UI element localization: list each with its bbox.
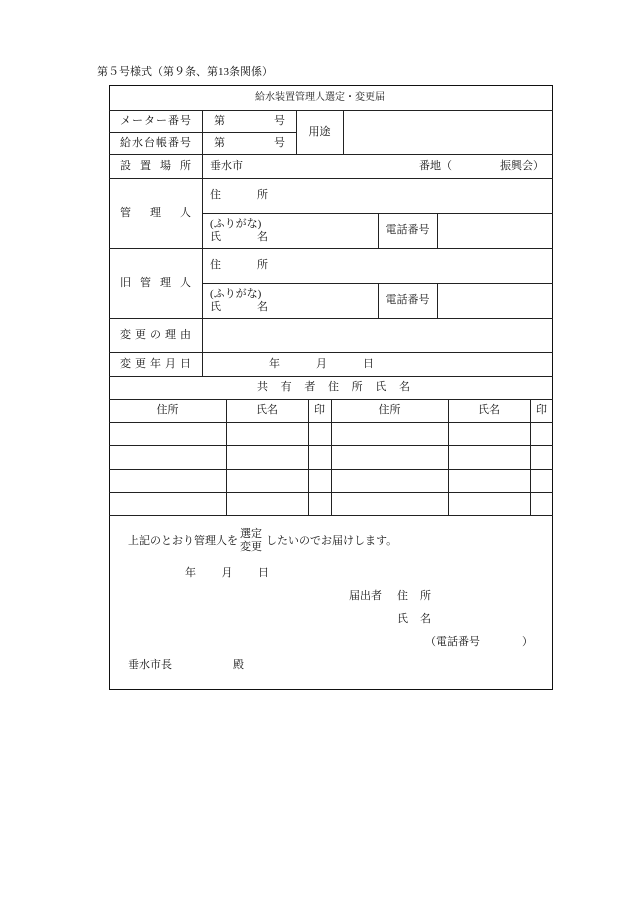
applicant-phone-close: ） (522, 636, 533, 648)
change-reason-field (203, 319, 553, 352)
meter-number-value: 第 号 (214, 114, 285, 127)
manager-label-cell (120, 178, 191, 248)
manager-address-label: 住 所 (210, 189, 268, 201)
previous-manager-name-label: 氏 名 (210, 300, 268, 313)
location-label-cell (120, 154, 191, 178)
meter-number-label-cell (120, 110, 191, 132)
declaration-options (240, 528, 262, 554)
location-district: 振興会） (500, 159, 544, 172)
co-owner-row (109, 470, 553, 492)
change-date-value: 年 月 日 (269, 357, 374, 370)
declaration-text-before: 上記のとおり管理人を (128, 535, 238, 547)
declaration-date: 年 月 日 (185, 567, 269, 579)
manager-name-label: 氏 名 (210, 230, 268, 243)
ledger-number-cell (214, 132, 285, 154)
co-owner-row (109, 423, 553, 445)
co-owner-address-header: 住所 (378, 404, 401, 416)
meter-number-cell (214, 110, 285, 132)
applicant-phone-label: （電話番号 (425, 636, 480, 648)
change-reason-label: 変 更 の 理 由 (120, 328, 191, 341)
manager-phone-field (438, 214, 553, 248)
declaration-option-change: 変更 (240, 541, 262, 553)
change-reason-label-cell (120, 318, 191, 352)
change-date-label: 変 更 年 月 日 (120, 357, 191, 370)
previous-manager-address-label-cell (210, 248, 268, 283)
meter-number-label: メーター番号 (120, 114, 191, 127)
location-banchi: 番地（ (419, 159, 452, 172)
usage-field (344, 111, 553, 154)
addressee-honorific: 殿 (233, 659, 244, 671)
form-number: 第５号様式（第９条、第13条関係） (97, 66, 273, 78)
co-owner-address-header: 住所 (156, 404, 179, 416)
manager-label: 管 理 人 (120, 206, 191, 219)
applicant-label: 届出者 (349, 590, 382, 602)
co-owner-row (109, 446, 553, 469)
previous-manager-furigana-label: (ふりがな) (210, 287, 262, 300)
co-owner-seal-header: 印 (536, 404, 547, 416)
form-title: 給水装置管理人選定・変更届 (255, 92, 385, 103)
applicant-address-label-cell (397, 590, 431, 603)
manager-address-field (279, 179, 553, 213)
co-owner-name-header: 氏名 (256, 404, 278, 416)
application-form (109, 85, 553, 690)
co-owners-title: 共 有 者 住 所 氏 名 (257, 381, 410, 393)
ledger-number-label-cell (120, 132, 191, 154)
applicant-name-label: 氏 名 (397, 613, 431, 625)
co-owner-seal-header: 印 (314, 404, 325, 416)
manager-name-field (279, 214, 378, 248)
co-owners-title-cell (257, 376, 410, 399)
usage-label: 用途 (308, 125, 331, 138)
change-date-label-cell (120, 352, 191, 376)
ledger-number-value: 第 号 (214, 136, 285, 149)
previous-manager-label: 旧 管 理 人 (120, 276, 191, 289)
location-city: 垂水市 (210, 159, 243, 172)
declaration-text-after: したいのでお届けします。 (266, 535, 398, 547)
manager-name-label-cell (210, 213, 268, 248)
location-label: 設 置 場 所 (120, 159, 191, 172)
change-date-cell (269, 352, 374, 376)
previous-manager-address-label: 住 所 (210, 259, 268, 271)
previous-manager-name-field (279, 284, 378, 318)
manager-phone-label: 電話番号 (385, 224, 430, 236)
table-rule (109, 515, 553, 516)
previous-manager-phone-field (438, 284, 553, 318)
manager-address-label-cell (210, 178, 268, 213)
ledger-number-label: 給水台帳番号 (120, 136, 191, 149)
addressee: 垂水市長 (128, 659, 172, 671)
previous-manager-address-field (279, 249, 553, 283)
previous-manager-label-cell (120, 248, 191, 318)
co-owner-row (109, 493, 553, 515)
applicant-address-label: 住 所 (397, 590, 431, 602)
declaration-option-select: 選定 (240, 528, 262, 540)
previous-manager-phone-label: 電話番号 (385, 294, 430, 306)
declaration-date-cell (185, 567, 269, 580)
previous-manager-name-label-cell (210, 283, 268, 318)
applicant-name-label-cell (397, 613, 431, 626)
co-owner-name-header: 氏名 (478, 404, 500, 416)
manager-furigana-label: (ふりがな) (210, 217, 262, 230)
